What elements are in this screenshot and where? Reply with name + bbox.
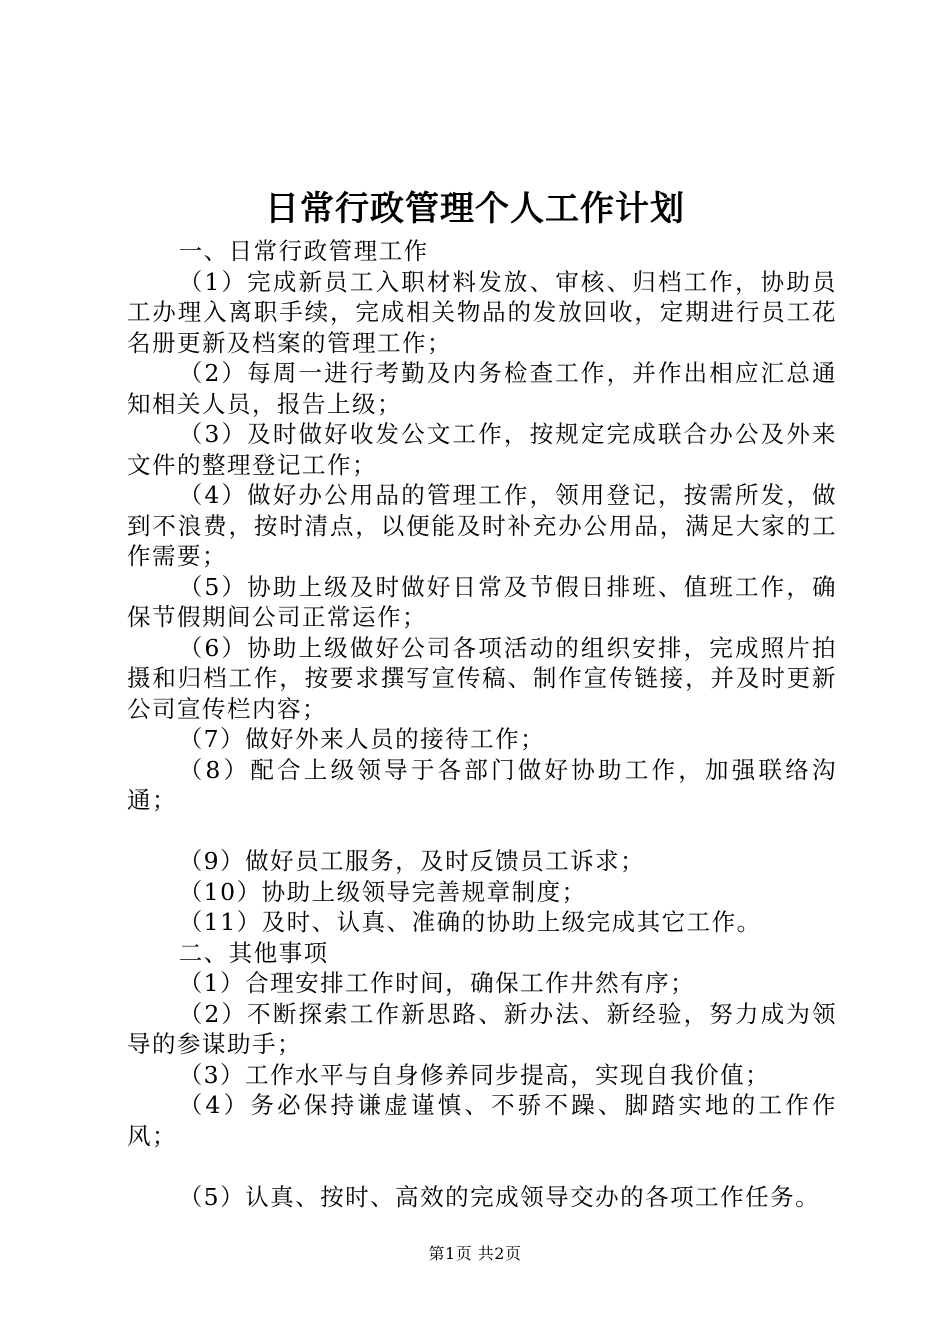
list-item: （5）认真、按时、高效的完成领导交办的各项工作任务。 (178, 1182, 821, 1211)
list-item: （6）协助上级做好公司各项活动的组织安排，完成照片拍摄和归档工作，按要求撰写宣传稿、制作宣传链接，并及时更新公司宣传栏内容； (127, 633, 837, 723)
list-item: （4）务必保持谦虚谨慎、不骄不躁、脚踏实地的工作作风； (127, 1091, 837, 1150)
list-item: （3）及时做好收发公文工作，按规定完成联合办公及外来文件的整理登记工作； (127, 420, 837, 479)
section-heading-1: 一、日常行政管理工作 (178, 237, 429, 265)
document-body (127, 236, 837, 1212)
list-item: （9）做好员工服务，及时反馈员工诉求； (178, 847, 646, 875)
list-item: （4）做好办公用品的管理工作，领用登记，按需所发，做到不浪费，按时清点，以便能及时补充办公用品，满足大家的工作需要； (127, 481, 837, 570)
list-item: （1）合理安排工作时间，确保工作井然有序； (178, 969, 696, 997)
section-heading-2: 二、其他事项 (178, 938, 329, 967)
list-item: （2）不断探索工作新思路、新办法、新经验，努力成为领导的参谋助手； (127, 999, 837, 1058)
list-item: （8）配合上级领导于各部门做好协助工作，加强联络沟通； (127, 755, 837, 814)
list-item: （1）完成新员工入职材料发放、审核、归档工作，协助员工办理入离职手续，完成相关物品的发放回收，定期进行员工花名册更新及档案的管理工作； (127, 267, 837, 357)
page-footer: 第1页 共2页 (428, 1244, 522, 1263)
list-item: （7）做好外来人员的接待工作； (178, 725, 546, 753)
list-item: （5）协助上级及时做好日常及节假日排班、值班工作，确保节假期间公司正常运作； (127, 572, 837, 631)
list-item: （2）每周一进行考勤及内务检查工作，并作出相应汇总通知相关人员，报告上级； (127, 359, 837, 418)
list-item: （11）及时、认真、准确的协助上级完成其它工作。 (178, 908, 762, 936)
list-item: （10）协助上级领导完善规章制度； (178, 877, 587, 906)
list-item: （3）工作水平与自身修养同步提高，实现自我价值； (178, 1060, 771, 1089)
document-title: 日常行政管理个人工作计划 (265, 189, 685, 229)
